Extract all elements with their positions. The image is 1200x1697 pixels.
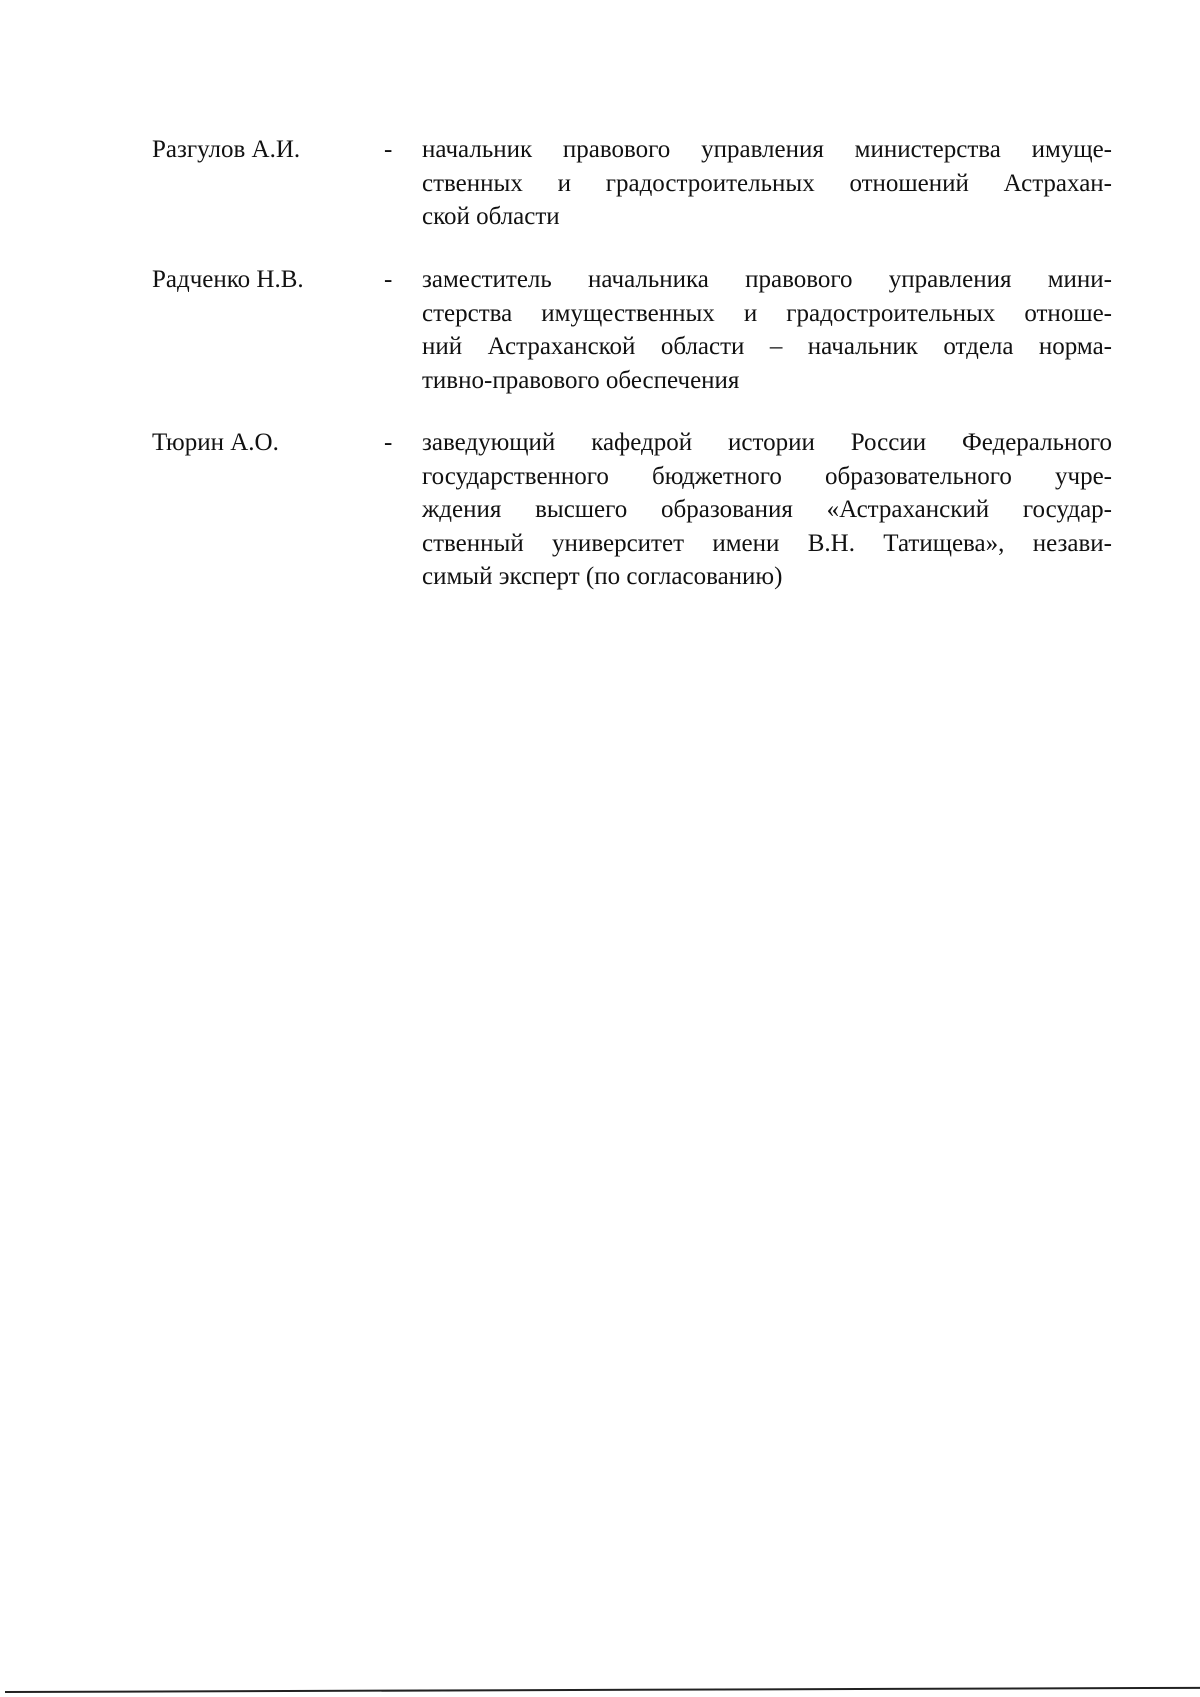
dash-separator: - — [384, 429, 393, 456]
dash-separator: - — [384, 136, 393, 163]
position-line: ждения высшего образования «Астраханский государ- — [422, 496, 1112, 523]
footer-rule — [5, 1687, 1200, 1693]
member-position — [422, 263, 1112, 397]
position-line: тивно-правового обеспечения — [422, 366, 740, 394]
position-line: ственный университет имени В.Н. Татищева», незави- — [422, 529, 1112, 557]
member-name: Радченко Н.В. — [152, 266, 304, 293]
position-line: заведующий кафедрой истории России Федерального — [422, 429, 1112, 456]
position-line: симый эксперт (по согласованию) — [422, 563, 783, 590]
member-position — [422, 133, 1112, 234]
position-line: начальник правового управления министерства имуще- — [422, 136, 1112, 163]
dash-separator: - — [384, 266, 393, 293]
position-line: ний Астраханской области – начальник отдела норма- — [422, 333, 1112, 360]
position-line: государственного бюджетного образовательного учре- — [422, 462, 1112, 490]
position-line: стерства имущественных и градостроительных отноше- — [422, 299, 1112, 327]
member-name: Разгулов А.И. — [152, 136, 301, 163]
position-line: ственных и градостроительных отношений Астрахан- — [422, 169, 1112, 197]
member-name: Тюрин А.О. — [152, 429, 279, 456]
position-line: заместитель начальника правового управления мини- — [422, 266, 1112, 293]
position-line: ской области — [422, 203, 560, 230]
member-position — [422, 426, 1112, 594]
